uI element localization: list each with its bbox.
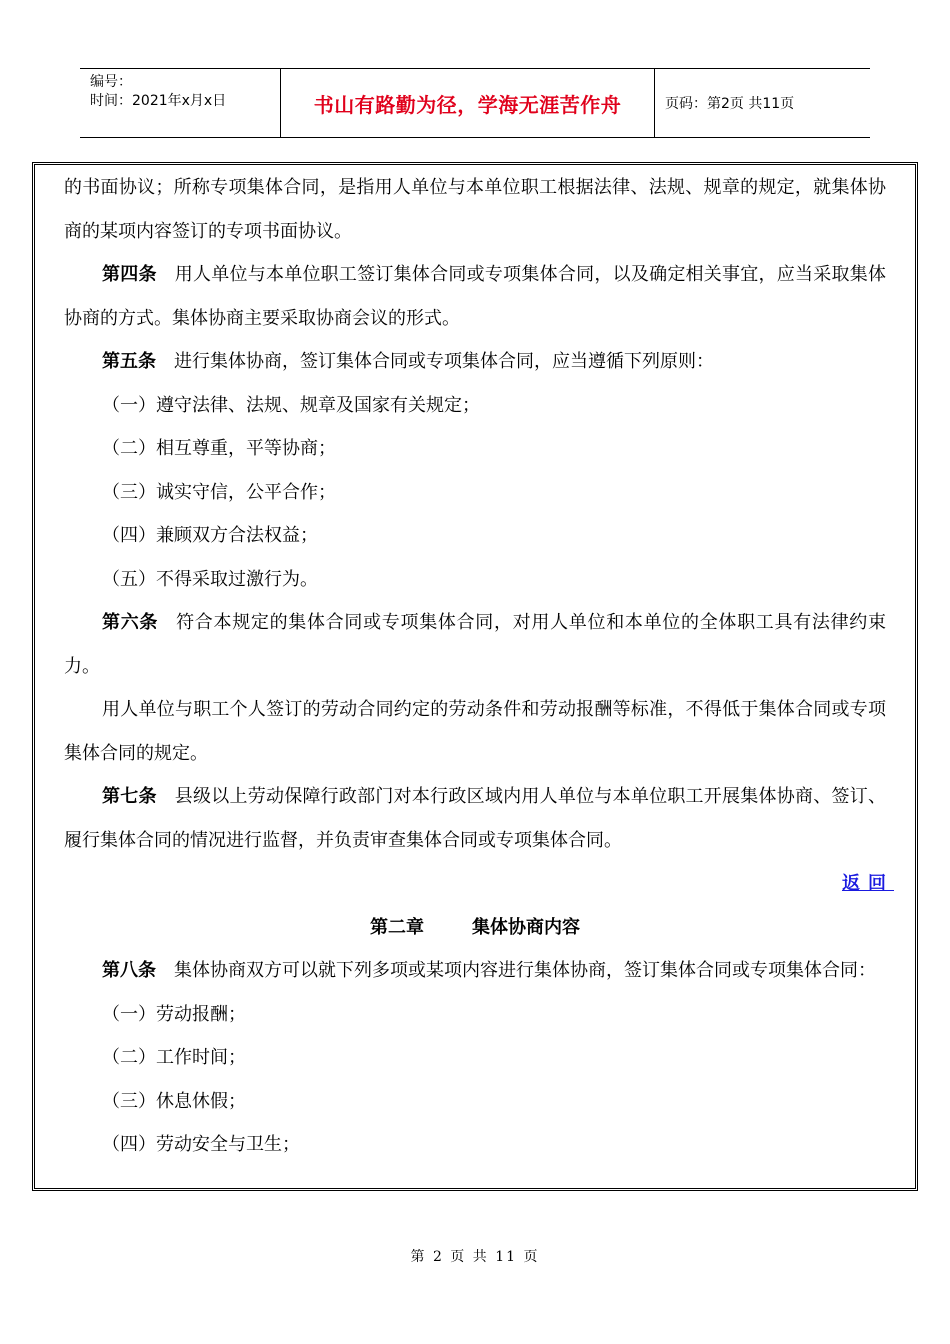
list-item: （三）休息休假； [102,1090,246,1112]
document-body [64,166,894,1167]
article-7 [64,775,886,862]
article-label: 第六条 [102,612,159,633]
article-label: 第四条 [102,264,157,285]
article-text: 集体协商双方可以就下列多项或某项内容进行集体协商，签订集体合同或专项集体合同： [174,960,876,981]
article-8 [64,949,886,993]
list-item: （三）诚实守信，公平合作； [102,481,336,503]
article-text: 用人单位与本单位职工签订集体合同或专项集体合同，以及确定相关事宜，应当采取集体协商的方式。集体协商主要采取协商会议的形式。 [64,264,886,329]
list-item: （四）劳动安全与卫生； [102,1134,300,1155]
chapter-title: 集体协商内容 [472,916,580,938]
list-item: （二）工作时间； [102,1047,246,1068]
article-label: 第八条 [102,960,156,981]
time-label: 时间：2021年x月x日 [90,93,227,109]
list-item: （五）不得采取过激行为。 [102,568,318,590]
return-row [64,862,894,906]
document-header [80,68,870,138]
header-motto: 书山有路勤为径，学海无涯苦作舟 [281,69,655,137]
page-footer: 第 2 页 共 11 页 [410,1249,540,1265]
number-label: 编号： [90,74,132,90]
return-link[interactable]: 返回 [842,873,894,894]
paragraph-continued: 的书面协议；所称专项集体合同，是指用人单位与本单位职工根据法律、法规、规章的规定，就集体协商的某项内容签订的专项书面协议。 [64,177,886,242]
header-meta [80,69,281,137]
article-text: 进行集体协商，签订集体合同或专项集体合同，应当遵循下列原则： [174,351,714,372]
chapter-heading [64,906,886,950]
article-6-paragraph-2: 用人单位与职工个人签订的劳动合同约定的劳动条件和劳动报酬等标准，不得低于集体合同或专项集体合同的规定。 [64,699,886,764]
article-4 [64,253,886,340]
article-6 [64,601,886,688]
header-page-info: 页码：第2页 共11页 [665,96,795,112]
list-item: （一）劳动报酬； [102,1003,246,1025]
article-text: 符合本规定的集体合同或专项集体合同，对用人单位和本单位的全体职工具有法律约束力。 [64,612,887,677]
chapter-number: 第二章 [370,916,424,938]
article-5 [64,340,886,384]
list-item: （一）遵守法律、法规、规章及国家有关规定； [102,394,480,416]
article-label: 第五条 [102,351,156,372]
list-item: （二）相互尊重，平等协商； [102,438,336,459]
list-item: （四）兼顾双方合法权益； [102,525,318,546]
article-label: 第七条 [102,786,157,807]
article-text: 县级以上劳动保障行政部门对本行政区域内用人单位与本单位职工开展集体协商、签订、履行集体合同的情况进行监督，并负责审查集体合同或专项集体合同。 [64,786,886,851]
